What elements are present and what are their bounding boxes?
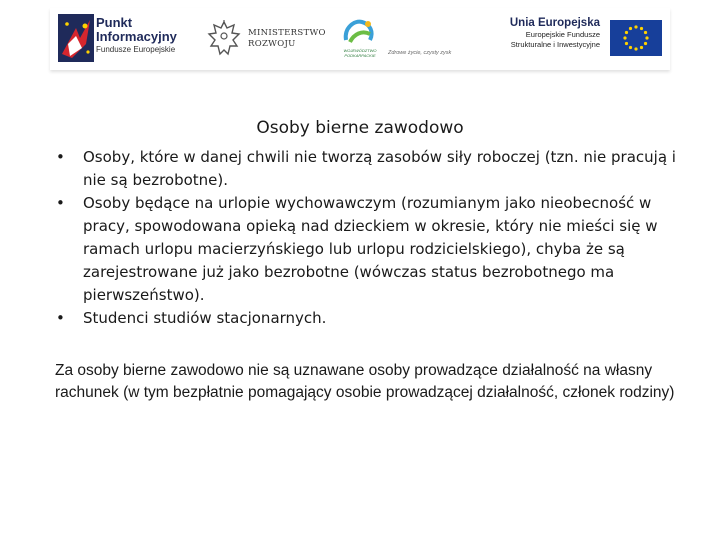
eu-flag-icon: [610, 20, 662, 56]
note-paragraph: Za osoby bierne zawodowo nie są uznawane osoby prowadzące działalność na własny rachunek (w tym bezpłatnie pomagający osobie prowadzącej działalność, członek rodziny): [55, 362, 675, 401]
eagle-emblem-icon: [206, 18, 242, 60]
slide-title: Osoby bierne zawodowo: [256, 118, 464, 138]
eu-star-icon: [625, 31, 628, 34]
wojewodztwo-caption-line2: PODKARPACKIE: [344, 53, 376, 58]
wojewodztwo-logo: [340, 14, 480, 66]
ministerstwo-line2: ROZWOJU: [248, 39, 296, 49]
unia-europejska-logo: [484, 10, 666, 68]
wojewodztwo-caption: [340, 48, 380, 58]
eu-star-icon: [640, 27, 643, 30]
eu-star-icon: [623, 36, 626, 39]
eu-star-icon: [634, 47, 637, 50]
eu-star-icon: [625, 42, 628, 45]
bullet-item: [52, 146, 692, 192]
ministerstwo-line1: MINISTERSTWO: [248, 28, 326, 38]
bullet-item: [52, 307, 692, 330]
eu-star-icon: [629, 27, 632, 30]
unia-line1: Unia Europejska: [509, 17, 600, 29]
punkt-informacyjny-emblem-icon: [58, 14, 94, 64]
unia-line3: Strukturalne i Inwestycyjne: [510, 40, 600, 49]
eu-star-icon: [644, 31, 647, 34]
unia-text: [484, 16, 600, 50]
pi-line2: Informacyjny: [96, 29, 177, 44]
eu-star-icon: [644, 42, 647, 45]
wojewodztwo-emblem-icon: [340, 16, 380, 50]
bullet-marker: •: [56, 194, 65, 212]
eu-star-icon: [640, 46, 643, 49]
ministerstwo-logo: [204, 12, 324, 66]
pi-line3: Fundusze Europejskie: [96, 45, 176, 54]
punkt-informacyjny-logo: [56, 10, 206, 68]
bullet-text: Studenci studiów stacjonarnych.: [83, 309, 327, 327]
eu-star-icon: [645, 36, 648, 39]
wojewodztwo-caption-line1: WOJEWÓDZTWO: [343, 48, 377, 53]
logo-bar: [50, 8, 670, 70]
unia-line2: Europejskie Fundusze: [525, 30, 600, 39]
eu-star-icon: [629, 46, 632, 49]
eu-star-icon: [634, 25, 637, 28]
bullet-text: Osoby będące na urlopie wychowawczym (rozumianym jako nieobecność w pracy, spowodowana opieką nad dzieckiem w okresie, który nie mieści się w ramach urlopu macierzyńskiego lub urlopu rodzicielskiego), chyba że są zarejestrowane już jako bezrobotne (wówczas status bezrobotnego ma pierwszeństwo).: [83, 194, 658, 304]
bullet-item: [52, 192, 692, 307]
bullet-text: Osoby, które w danej chwili nie tworzą zasobów siły roboczej (tzn. nie pracują i nie są bezrobotne).: [83, 148, 676, 189]
wojewodztwo-slogan: Zdrowe życie, czysty zysk: [388, 50, 452, 56]
ministerstwo-text: [248, 28, 326, 50]
bullet-marker: •: [56, 148, 65, 166]
pi-line1: Punkt: [96, 15, 133, 30]
bullet-list: [52, 146, 692, 330]
bullet-marker: •: [56, 309, 65, 327]
